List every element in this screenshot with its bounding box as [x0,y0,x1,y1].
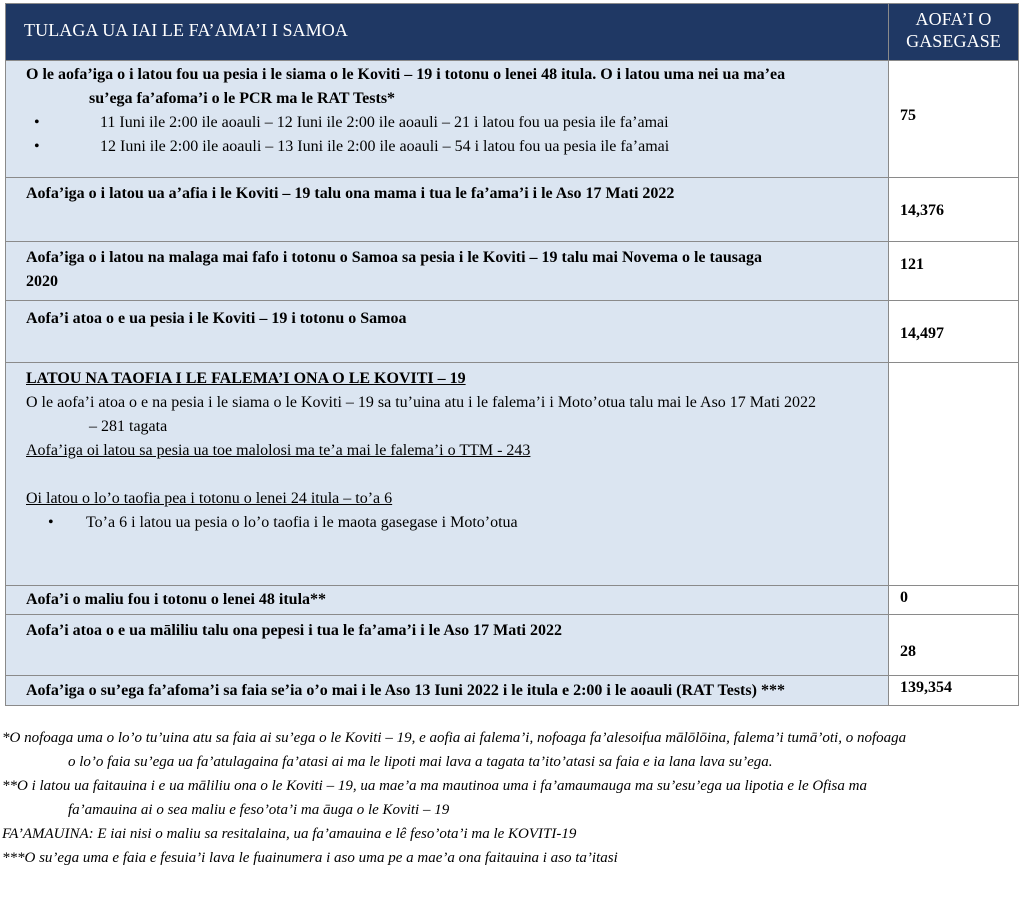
footnote: ***O su’ega uma e faia e fesuia’i lava le fuainumera i aso uma pe a mae’a ona faitauina i aso ta’itasi [2,850,618,866]
footnote: *O nofoaga uma o lo’o tu’uina atu sa faia ai su’ega o le Koviti – 19, e aofia ai falema’i, nofoaga fa’alesoifua mālōlōina, falema’i tumā’oti, o nofoaga [2,730,907,746]
row-value: 139,354 [889,676,1019,706]
column-header-cases: AOFA’I O GASEGASE [889,4,1019,61]
table-row [6,178,1019,242]
list-item: • 12 Iuni ile 2:00 ile aoauli – 13 Iuni ile 2:00 ile aoauli – 54 i latou fou ua pesia ile fa’amai [34,138,670,155]
table-title: TULAGA UA IAI LE FA’AMA’I I SAMOA [6,4,889,61]
table-row [6,61,1019,178]
row-label: Aofa’iga o i latou na malaga mai fafo i totonu o Samoa sa pesia i le Koviti – 19 talu mai Novema o le tausaga 2020 [6,242,889,301]
row-label: LATOU NA TAOFIA I LE FALEMA’I ONA O LE KOVITI – 19 O le aofa’i atoa o e na pesia i le siama o le Koviti – 19 sa tu’uina atu i le falema’i i Moto’otua talu mai le Aso 17 Mati 2022 – 281 tagata Aofa’iga oi latou sa pesia ua toe malolosi ma te’a mai le falema’i o TTM - 243 Oi latou o lo’o taofia pea i totonu o lenei 24 itula – to’a 6 • To’a 6 i latou ua pesia o lo’o taofia i le maota gasegase i Moto’otua [6,363,889,586]
list-item: • To’a 6 i latou ua pesia o lo’o taofia i le maota gasegase i Moto’otua [48,514,518,531]
row-label: Aofa’iga o su’ega fa’afoma’i sa faia se’ia o’o mai i le Aso 13 Iuni 2022 i le itula e 2:00 i le aoauli (RAT Tests) *** [6,676,889,706]
table-row [6,242,1019,301]
footnote: **O i latou ua faitauina i e ua māliliu ona o le Koviti – 19, ua mae’a ma mautinoa uma i fa’amaumauga ma su’esu’ega ua lipotia e le Ofisa ma [2,778,867,794]
row-label: O le aofa’iga o i latou fou ua pesia i le siama o le Koviti – 19 i totonu o lenei 48 itula. O i latou uma nei ua ma’ea su’ega fa’afoma’i o le PCR ma le RAT Tests* • 11 Iuni ile 2:00 ile aoauli – 12 Iuni ile 2:00 ile aoauli – 21 i latou fou ua pesia ile fa’amai • 12 Iuni ile 2:00 ile aoauli – 13 Iuni ile 2:00 ile aoauli – 54 i latou fou ua pesia ile fa’amai [6,61,889,178]
row-label: Aofa’i atoa o e ua pesia i le Koviti – 19 i totonu o Samoa [6,301,889,363]
row-label: Aofa’i atoa o e ua māliliu talu ona pepesi i tua le fa’ama’i i le Aso 17 Mati 2022 [6,615,889,676]
table-row [6,615,1019,676]
row-value: 0 [889,586,1019,615]
row-value: 28 [889,615,1019,676]
row-value: 121 [889,242,1019,301]
table-header-row [6,4,1019,61]
row-value [889,363,1019,586]
table-row [6,301,1019,363]
footnotes [2,726,1020,870]
row-value: 14,376 [889,178,1019,242]
footnote: o lo’o faia su’ega ua fa’atulagaina fa’atasi ai ma le lipoti mai lava a tagata ta’ito’atasi sa faia e ia lana lava su’ega. [68,754,773,770]
row-label: Aofa’i o maliu fou i totonu o lenei 48 itula** [6,586,889,615]
footnote: fa’amauina ai o sea maliu e feso’ota’i ma āuga o le Koviti – 19 [68,802,450,818]
list-item: • 11 Iuni ile 2:00 ile aoauli – 12 Iuni ile 2:00 ile aoauli – 21 i latou fou ua pesia ile fa’amai [34,114,669,131]
row-label: Aofa’iga o i latou ua a’afia i le Koviti – 19 talu ona mama i tua le fa’ama’i i le Aso 17 Mati 2022 [6,178,889,242]
table-row [6,363,1019,586]
table-row [6,586,1019,615]
table-row [6,676,1019,706]
row-value: 14,497 [889,301,1019,363]
section-heading: LATOU NA TAOFIA I LE FALEMA’I ONA O LE KOVITI – 19 [26,370,466,387]
row-value: 75 [889,61,1019,178]
covid-status-table [5,3,1019,706]
footnote: FA’AMAUINA: E iai nisi o maliu sa resitalaina, ua fa’amauina e lê feso’ota’i ma le KOVITI-19 [2,826,577,842]
